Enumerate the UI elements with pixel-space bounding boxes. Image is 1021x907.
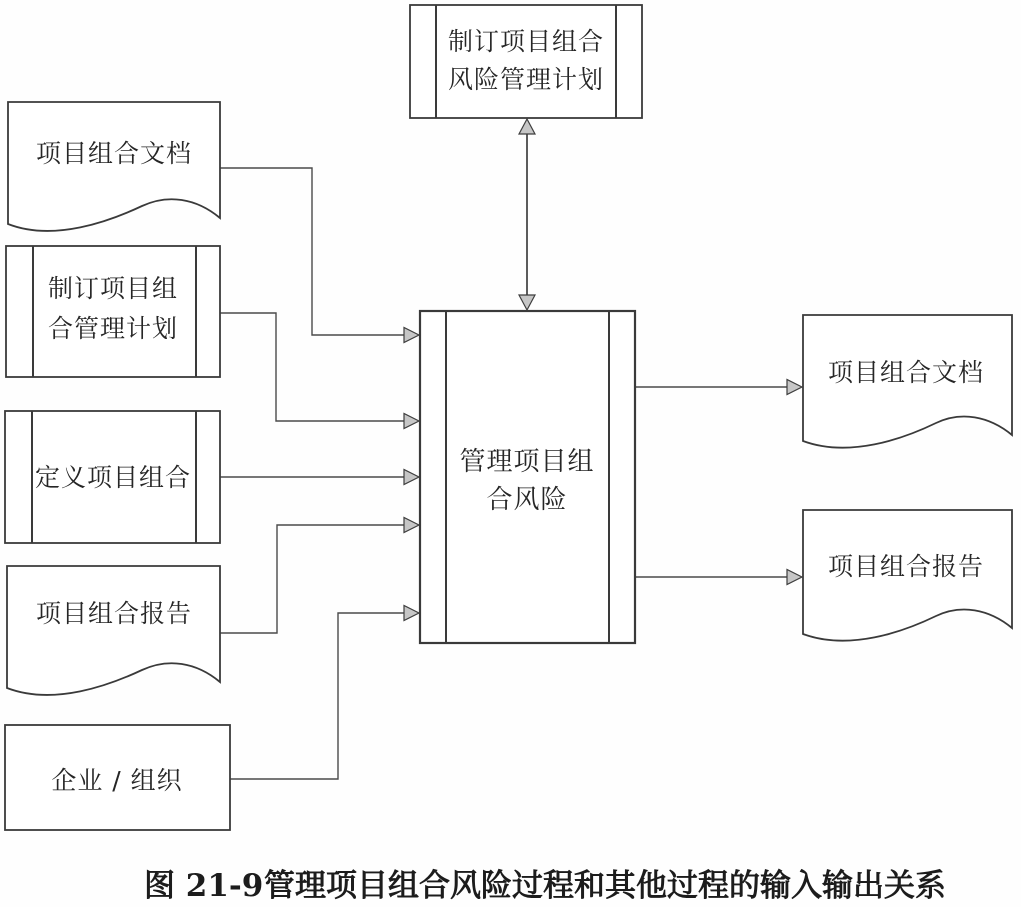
caption-text: 管理项目组合风险过程和其他过程的输入输出关系	[264, 868, 946, 904]
node-left-process-define-portfolio	[5, 411, 220, 543]
caption-label: 图 21-9	[144, 868, 264, 904]
right-doc2-label: 项目组合报告	[827, 552, 985, 581]
connector-left-rect-to-center	[230, 613, 404, 779]
center-process-box	[420, 311, 635, 643]
connector-left-doc1-to-center	[220, 168, 404, 335]
node-left-doc-portfolio-reports	[7, 566, 220, 695]
subprocess-box	[6, 246, 220, 377]
document-shape	[7, 566, 220, 695]
top-process-label-line1: 制订项目组合	[447, 27, 605, 56]
arrowhead-down-icon	[519, 295, 535, 310]
node-left-rect-enterprise-organization	[5, 725, 230, 830]
left-process2-label: 定义项目组合	[34, 463, 192, 492]
node-center-process	[420, 311, 635, 643]
arrowhead-right-icon	[787, 380, 802, 395]
left-doc2-label: 项目组合报告	[35, 599, 193, 628]
right-doc1-label: 项目组合文档	[827, 358, 985, 387]
connector-left-doc2-to-center	[220, 525, 404, 633]
top-process-label-line2: 风险管理计划	[447, 65, 605, 94]
node-left-process-develop-portfolio-plan	[6, 246, 220, 377]
left-process1-label-line1: 制订项目组	[47, 274, 179, 303]
center-process-label-line2: 合风险	[486, 485, 568, 515]
figure-caption	[144, 868, 946, 904]
node-right-doc-portfolio-documents	[803, 315, 1012, 448]
arrowhead-right-icon	[404, 414, 419, 429]
left-doc1-label: 项目组合文档	[35, 139, 193, 168]
arrowhead-right-icon	[404, 328, 419, 343]
top-process-box	[410, 5, 642, 118]
node-top-process	[410, 5, 642, 118]
left-rect-label: 企业 / 组织	[51, 766, 183, 795]
node-left-doc-portfolio-documents	[8, 102, 220, 231]
left-process1-label-line2: 合管理计划	[47, 314, 179, 343]
arrowhead-right-icon	[404, 606, 419, 621]
arrowhead-right-icon	[787, 570, 802, 585]
arrowhead-right-icon	[404, 518, 419, 533]
node-right-doc-portfolio-reports	[803, 510, 1012, 641]
arrowhead-right-icon	[404, 470, 419, 485]
arrowhead-up-icon	[519, 119, 535, 134]
center-process-label-line1: 管理项目组	[459, 447, 595, 477]
